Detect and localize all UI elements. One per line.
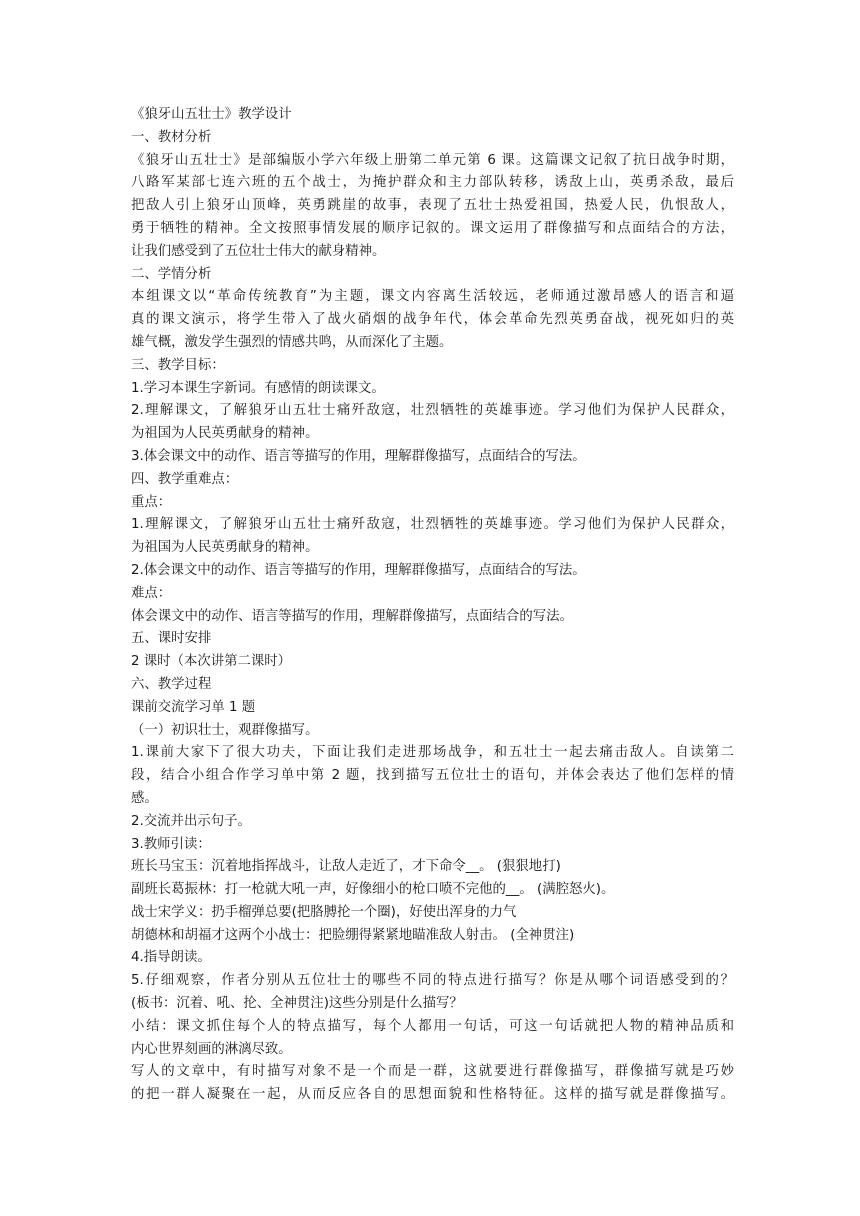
text-line: 副班长葛振林：打一枪就大吼一声，好像细小的枪口喷不完他的__。 (满腔怒火)。 (131, 882, 615, 898)
text-line: 感。 (131, 790, 158, 806)
text-line: 二、学情分析 (131, 266, 212, 282)
text-line: 本组课文以“革命传统教育”为主题，课文内容离生活较远，老师通过激昂感人的语言和逼 (131, 289, 734, 305)
text-line: 内心世界刻画的淋漓尽致。 (131, 1041, 292, 1057)
text-line: 重点： (131, 494, 172, 510)
text-line: 战士宋学义：扔手榴弹总要(把胳膊抡一个圈)，好使出浑身的力气 (131, 904, 517, 920)
text-line: 体会课文中的动作、语言等描写的作用，理解群像描写，点面结合的写法。 (131, 608, 573, 624)
text-line: 雄气概，激发学生强烈的情感共鸣，从而深化了主题。 (131, 334, 453, 350)
text-line: 让我们感受到了五位壮士伟大的献身精神。 (131, 243, 386, 259)
text-line: (板书：沉着、吼、抡、全神贯注)这些分别是什么描写？ (131, 996, 463, 1012)
text-line: 小结：课文抓住每个人的特点描写，每个人都用一句话，可这一句话就把人物的精神品质和 (131, 1018, 734, 1034)
text-line: 六、教学过程 (131, 676, 212, 692)
text-line: 胡德林和胡福才这两个小战士：把脸绷得紧紧地瞄准敌人射击。 (全神贯注) (131, 927, 575, 943)
text-line: 难点： (131, 585, 172, 601)
text-line: 把敌人引上狼牙山顶峰，英勇跳崖的故事，表现了五壮士热爱祖国，热爱人民，仇恨敌人， (131, 198, 734, 214)
text-line: 为祖国为人民英勇献身的精神。 (131, 540, 319, 556)
text-line: 的把一群人凝聚在一起，从而反应各自的思想面貌和性格特征。这样的描写就是群像描写。 (131, 1087, 734, 1103)
document-body (131, 104, 734, 1107)
text-line: 段，结合小组合作学习单中第 2 题，找到描写五位壮士的语句，并体会表达了他们怎样的情 (131, 768, 734, 784)
text-line: 真的课文演示，将学生带入了战火硝烟的战争年代，体会革命先烈英勇奋战，视死如归的英 (131, 312, 734, 328)
text-line: （一）初识壮士，观群像描写。 (131, 722, 319, 738)
text-line: 5.仔细观察，作者分别从五位壮士的哪些不同的特点进行描写？你是从哪个词语感受到的？ (131, 973, 734, 989)
text-line: 2.理解课文，了解狼牙山五壮士痛歼敌寇，壮烈牺牲的英雄事迹。学习他们为保护人民群众， (131, 403, 734, 419)
text-line: 2.体会课文中的动作、语言等描写的作用，理解群像描写，点面结合的写法。 (131, 562, 586, 578)
text-line: 三、教学目标： (131, 357, 225, 373)
document-title: 《狼牙山五壮士》教学设计 (131, 107, 292, 122)
text-line: 为祖国为人民英勇献身的精神。 (131, 426, 319, 442)
text-line: 1.理解课文，了解狼牙山五壮士痛歼敌寇，壮烈牺牲的英雄事迹。学习他们为保护人民群众， (131, 517, 734, 533)
text-line: 3.体会课文中的动作、语言等描写的作用，理解群像描写，点面结合的写法。 (131, 448, 586, 464)
text-line: 2.交流并出示句子。 (131, 813, 251, 829)
text-line: 4.指导朗读。 (131, 950, 211, 966)
text-line: 一、教材分析 (131, 129, 212, 145)
text-line: 《狼牙山五壮士》是部编版小学六年级上册第二单元第 6 课。这篇课文记叙了抗日战争时期， (131, 152, 734, 168)
text-line: 写人的文章中，有时描写对象不是一个而是一群，这就要进行群像描写，群像描写就是巧妙 (131, 1064, 734, 1080)
text-line: 五、课时安排 (131, 631, 212, 647)
text-line: 八路军某部七连六班的五个战士，为掩护群众和主力部队转移，诱敌上山，英勇杀敌，最后 (131, 175, 734, 191)
text-line: 2 课时（本次讲第二课时） (131, 654, 292, 670)
text-line: 1.课前大家下了很大功夫，下面让我们走进那场战争，和五壮士一起去痛击敌人。自读第二 (131, 745, 734, 761)
text-line: 四、教学重难点： (131, 471, 239, 487)
text-line: 班长马宝玉：沉着地指挥战斗，让敌人走近了，才下命令__。 (狠狠地打) (131, 859, 561, 875)
text-line: 勇于牺牲的精神。全文按照事情发展的顺序记叙的。课文运用了群像描写和点面结合的方法， (131, 220, 734, 236)
text-line: 1.学习本课生字新词。有感情的朗读课文。 (131, 380, 385, 396)
text-line: 3.教师引读： (131, 836, 211, 852)
text-line: 课前交流学习单 1 题 (131, 699, 256, 715)
